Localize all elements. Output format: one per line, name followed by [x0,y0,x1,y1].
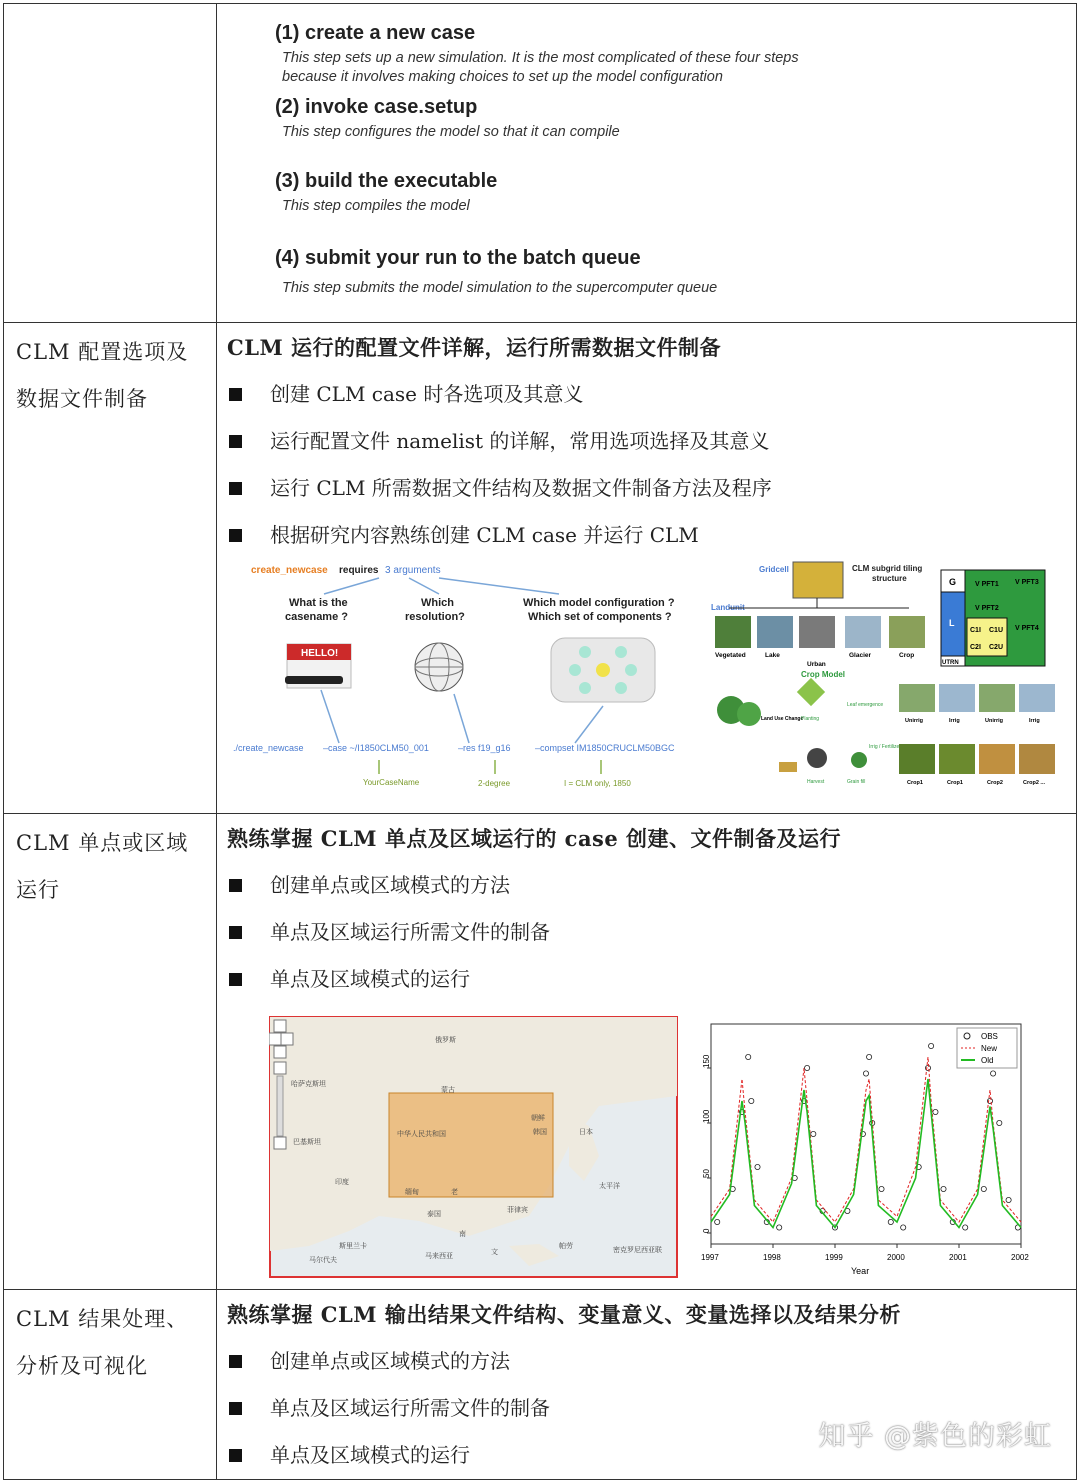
pan-right-button[interactable] [281,1033,293,1045]
x-axis-label: Year [851,1266,870,1276]
map-label: 缅甸 [405,1189,419,1196]
bullet-item [217,1338,1076,1385]
landunit-crop [889,616,925,648]
harvest-label: Harvest [807,779,825,785]
bullet-square-icon [229,388,242,401]
map-label: 中华人民共和国 [397,1131,446,1138]
tile-crop [939,744,975,774]
bullet-square-icon [229,529,242,542]
fig-q1a: What is the [289,597,348,609]
step-title: (4) submit your run to the batch queue [275,247,641,269]
component-node [615,682,627,694]
irrig-tile-label: Unirrig [905,718,924,724]
landunit-label-vegetated: Vegetated [715,652,746,659]
leaf-label: Leaf emergence [847,702,884,708]
grain-icon [851,752,867,768]
section-heading: CLM 运行的配置文件详解，运行所需数据文件制备 [227,335,722,360]
landunit-urban [799,616,835,648]
fig-cmd: create_newcase [251,565,328,576]
arrow [575,706,603,743]
steps-cell [217,4,1077,323]
y-tick-label: 0 [702,1228,711,1233]
box-pft1: V PFT1 [975,581,999,588]
landunit-label: Landunit [711,603,745,612]
tiling-title-b: structure [872,574,907,583]
zoom-slider[interactable] [277,1076,283,1136]
crop-tile-label: Crop2 ... [1023,780,1046,786]
landunit-vegetated [715,616,751,648]
map-label: 斯里兰卡 [339,1243,367,1250]
irrig-tile-label: Irrig [949,718,960,724]
tile-crop [899,744,935,774]
row1-content-cell [217,323,1077,814]
row1-left-cell [4,323,217,814]
y-tick-label: 100 [702,1109,711,1123]
step-title: (1) create a new case [275,22,476,44]
map-label: 俄罗斯 [435,1037,456,1044]
component-node [579,682,591,694]
landunit-lake [757,616,793,648]
tile-crop [1019,744,1055,774]
landunit-label-glacier: Glacier [849,652,872,659]
bullet-square-icon [229,973,242,986]
section-title: CLM 配置选项及数据文件制备 [16,340,189,411]
fig-q2b: resolution? [405,611,465,623]
row2-left-cell [4,814,217,1290]
bullet-text: 根据研究内容熟练创建 CLM case 并运行 CLM [270,523,699,547]
component-node [579,646,591,658]
bullet-square-icon [229,879,242,892]
gridcell-label: Gridcell [759,565,789,574]
pan-left-button[interactable] [269,1033,281,1045]
section-heading: 熟练掌握 CLM 单点及区域运行的 case 创建、文件制备及运行 [227,826,842,851]
irrig-tile-label: Irrig [1029,718,1040,724]
section-title: CLM 结果处理、分析及可视化 [16,1307,189,1378]
region-map[interactable] [269,1016,679,1279]
map-label: 马尔代夫 [309,1257,337,1264]
bullet-square-icon [229,1355,242,1368]
fig-args: 3 arguments [385,565,441,576]
box-pft2: V PFT2 [975,605,999,612]
pan-up-button[interactable] [274,1020,286,1032]
bullet-item [217,465,1076,512]
box-g-label: G [949,577,957,587]
step-desc: This step sets up a new simulation. It is the most complicated of these four steps because it involves making choices to set up the model configuration [282,50,799,85]
step-desc: This step compiles the model [282,198,470,214]
note-2: 2-degree [478,779,511,788]
irrig-label: Irrig / Fertilize [869,744,900,750]
crop-tile-label: Crop2 [987,780,1003,786]
row0-left-cell [4,4,217,323]
x-tick-label: 1999 [825,1253,843,1262]
coupler-node [596,663,610,677]
landunit-glacier [845,616,881,648]
bullet-text: 单点及区域模式的运行 [270,1443,470,1467]
x-tick-label: 2001 [949,1253,967,1262]
box-c1i: C1I [970,627,981,634]
note-1: YourCaseName [363,778,420,787]
box-l-label: L [949,618,955,628]
course-table [3,3,1077,1480]
y-tick-label: 150 [702,1054,711,1068]
step-title: (2) invoke case.setup [275,96,478,118]
bullet-item [217,512,1076,559]
region-box[interactable] [389,1093,553,1197]
bullet-item [217,371,1076,418]
bullet-text: 运行 CLM 所需数据文件结构及数据文件制备方法及程序 [270,476,772,500]
step-3 [275,170,497,216]
bullet-text: 创建单点或区域模式的方法 [270,873,510,897]
map-label: 文 [491,1249,498,1256]
map-label: 太平洋 [599,1183,620,1190]
bullet-text: 创建 CLM case 时各选项及其意义 [270,382,584,406]
map-label: 蒙古 [441,1087,455,1094]
map-label: 南 [459,1231,466,1238]
timeseries-chart [693,1016,1047,1278]
bullet-item [217,418,1076,465]
component-node [625,664,637,676]
fig-q2a: Which [421,597,454,609]
fig-q3a: Which model configuration ? [523,597,675,609]
map-label: 韩国 [533,1129,547,1136]
land-use-label: Land Use Change [761,716,804,722]
map-label: 菲律宾 [507,1207,528,1214]
step-title: (3) build the executable [275,170,498,192]
box-c2i: C2I [970,644,981,651]
landunit-label-crop: Crop [899,652,915,659]
pan-down-button[interactable] [274,1046,286,1058]
clm-tiling-figure [709,560,1063,793]
crop-model-label: Crop Model [801,670,845,679]
landunit-label-urban: Urban [807,661,826,668]
bullet-text: 创建单点或区域模式的方法 [270,1349,510,1373]
irrig-tile-label: Unirrig [985,718,1004,724]
fig-requires: requires [339,565,379,576]
map-label: 日本 [579,1129,593,1136]
hello-text: HELLO! [301,648,339,659]
harvest-icon [779,762,797,772]
marker-icon [285,676,343,684]
bullet-square-icon [229,435,242,448]
arrow [409,578,439,594]
tiling-title-a: CLM subgrid tiling [852,564,923,573]
crop-tile-label: Crop1 [907,780,923,786]
bullet-text: 单点及区域模式的运行 [270,967,470,991]
cmd-part-3: –res f19_g16 [458,743,511,753]
zoom-out-button[interactable] [274,1137,286,1149]
row3-left-cell [4,1290,217,1480]
map-label: 泰国 [427,1211,441,1218]
tile-irrig [939,684,975,712]
box-pft3: V PFT3 [1015,579,1039,586]
step-2 [275,96,620,142]
component-node [615,646,627,658]
x-tick-label: 2000 [887,1253,905,1262]
section-title: CLM 单点或区域运行 [16,831,189,902]
arrow [439,578,559,594]
landunit-label-lake: Lake [765,652,780,659]
gridcell-image [793,562,843,598]
bullet-text: 运行配置文件 namelist 的详解，常用选项选择及其意义 [270,429,770,453]
arrow [454,694,469,743]
map-label: 老 [451,1189,458,1196]
box-c2u: C2U [989,644,1004,651]
fig-q3b: Which set of components ? [528,611,672,623]
bullet-item [217,909,1076,956]
arrow [321,690,339,743]
step-desc: This step submits the model simulation to the supercomputer queue [282,280,718,296]
legend-obs: OBS [981,1032,998,1041]
bullet-square-icon [229,482,242,495]
bullet-text: 单点及区域运行所需文件的制备 [270,1396,550,1420]
fig-q1b: casename ? [285,611,348,623]
map-label: 朝鲜 [531,1115,545,1122]
map-label: 印度 [335,1179,349,1186]
x-tick-label: 1998 [763,1253,781,1262]
create-newcase-figure [229,560,709,793]
bullet-square-icon [229,1402,242,1415]
component-node [569,664,581,676]
bullet-item [217,956,1076,1003]
tile-unirrig [979,684,1015,712]
y-tick-label: 50 [702,1169,711,1178]
grain-fill-label: Grain fill [847,779,866,785]
arrow [324,578,379,594]
cmd-part-4: –compset IM1850CRUCLM50BGC [535,743,675,753]
step-4 [275,247,717,298]
map-label: 哈萨克斯坦 [291,1081,326,1088]
map-label: 帕劳 [559,1243,573,1250]
x-tick-label: 1997 [701,1253,719,1262]
cmd-part-1: ./create_newcase [233,743,304,753]
map-label: 巴基斯坦 [293,1139,321,1146]
planting-label: Planting [801,716,820,722]
chart-legend [957,1028,1017,1068]
box-utrn-label: UTRN [942,660,959,666]
step-desc: This step configures the model so that it can compile [282,124,620,140]
bullet-item [217,862,1076,909]
tractor-icon [807,748,827,768]
legend-new: New [981,1044,998,1053]
tree-icon [737,702,761,726]
x-tick-label: 2002 [1011,1253,1029,1262]
zoom-in-button[interactable] [274,1062,286,1074]
tile-irrig [1019,684,1055,712]
step-1 [275,22,802,87]
note-3: I = CLM only, 1850 [564,779,631,788]
bullet-square-icon [229,1449,242,1462]
bullet-text: 单点及区域运行所需文件的制备 [270,920,550,944]
box-pft4: V PFT4 [1015,625,1039,632]
tile-crop [979,744,1015,774]
row2-content-cell [217,814,1077,1290]
map-label: 密克罗尼西亚联 [613,1247,662,1254]
bullet-square-icon [229,926,242,939]
box-c1u: C1U [989,627,1004,634]
legend-old: Old [981,1056,994,1065]
planting-icon [797,678,825,706]
map-label: 马来西亚 [425,1253,453,1260]
tile-unirrig [899,684,935,712]
watermark: 知乎 @紫色的彩虹 [818,1421,1052,1452]
section-heading: 熟练掌握 CLM 输出结果文件结构、变量意义、变量选择以及结果分析 [227,1302,901,1327]
cmd-part-2: –case ~/I1850CLM50_001 [323,743,429,753]
crop-tile-label: Crop1 [947,780,963,786]
